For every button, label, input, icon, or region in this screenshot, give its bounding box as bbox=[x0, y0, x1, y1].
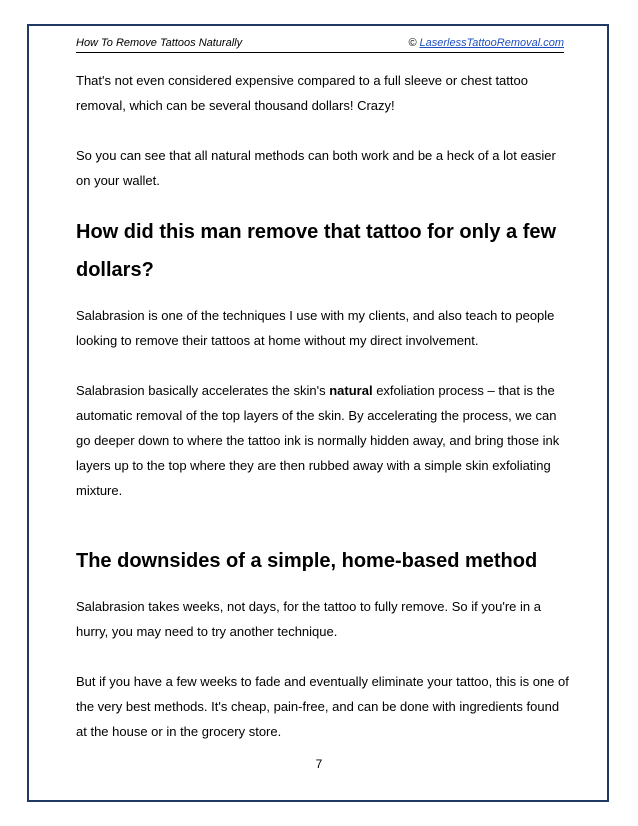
page-content bbox=[76, 68, 570, 744]
copyright-symbol: © bbox=[408, 37, 417, 49]
paragraph-benefits: But if you have a few weeks to fade and eventually eliminate your tattoo, this is one of the very best methods. It's cheap, pain-free, and can be done with ingredients found at the house or in the grocery store. bbox=[76, 674, 569, 739]
process-text-start: Salabrasion basically accelerates the skin's bbox=[76, 383, 330, 398]
paragraph-duration: Salabrasion takes weeks, not days, for the tattoo to fully remove. So if you're in a hurry, you may need to try another technique. bbox=[76, 599, 541, 639]
section-heading-how: How did this man remove that tattoo for only a few dollars? bbox=[76, 221, 557, 281]
emphasis-natural: natural bbox=[329, 383, 373, 398]
copyright-notice bbox=[408, 37, 564, 49]
page-number: 7 bbox=[315, 757, 323, 771]
paragraph-expense: That's not even considered expensive compared to a full sleeve or chest tattoo removal, which can be several thousand dollars! Crazy! bbox=[76, 73, 528, 113]
document-title: How To Remove Tattoos Naturally bbox=[76, 37, 243, 49]
paragraph-salabrasion-process bbox=[76, 378, 570, 503]
website-link[interactable]: LaserlessTattooRemoval.com bbox=[419, 37, 564, 49]
section-heading-downsides: The downsides of a simple, home-based method bbox=[76, 550, 538, 572]
process-text-end: exfoliation process – that is the automatic removal of the top layers of the skin. By accelerating the process, we can go deeper down to where the tattoo ink is normally hidden away, and bring those ink layers up to the top where they are then rubbed away with a simple skin exfoliating mixture. bbox=[76, 383, 560, 498]
page-header bbox=[76, 36, 564, 53]
paragraph-wallet: So you can see that all natural methods can both work and be a heck of a lot easier on your wallet. bbox=[76, 148, 556, 188]
paragraph-salabrasion-intro: Salabrasion is one of the techniques I use with my clients, and also teach to people looking to remove their tattoos at home without my direct involvement. bbox=[76, 308, 555, 348]
